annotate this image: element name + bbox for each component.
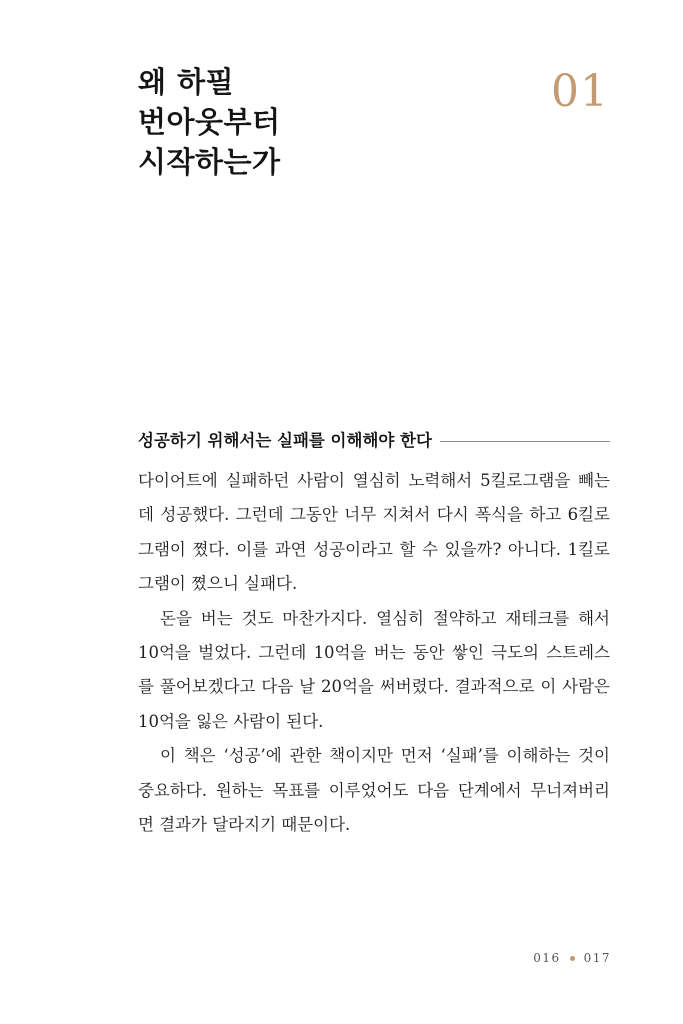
chapter-title-line: 번아웃부터 bbox=[138, 105, 281, 139]
section-rule bbox=[440, 441, 610, 442]
chapter-title-line: 시작하는가 bbox=[138, 145, 281, 179]
page-numbers bbox=[533, 948, 611, 968]
body-line: 이 책은 ‘성공’에 관한 책이지만 먼저 ‘실패’를 이해하는 것이 bbox=[160, 746, 610, 766]
section-heading bbox=[138, 426, 610, 452]
section-heading-text: 성공하기 위해서는 실패를 이해해야 한다 bbox=[138, 431, 432, 450]
body-line: 10억을 벌었다. 그런데 10억을 버는 동안 쌓인 극도의 스트레스 bbox=[138, 642, 610, 662]
body-line: 데 성공했다. 그런데 그동안 너무 지쳐서 다시 폭식을 하고 6킬로 bbox=[138, 505, 610, 525]
chapter-number: 01 bbox=[551, 66, 609, 117]
left-page-number: 016 bbox=[533, 951, 561, 965]
chapter-title bbox=[138, 62, 468, 182]
body-text bbox=[138, 464, 610, 842]
body-line: 돈을 버는 것도 마찬가지다. 열심히 절약하고 재테크를 해서 bbox=[160, 608, 610, 628]
body-line: 를 풀어보겠다고 다음 날 20억을 써버렸다. 결과적으로 이 사람은 bbox=[138, 677, 610, 697]
body-line: 중요하다. 원하는 목표를 이루었어도 다음 단계에서 무너져버리 bbox=[138, 780, 610, 800]
body-line: 다이어트에 실패하던 사람이 열심히 노력해서 5킬로그램을 빼는 bbox=[138, 471, 610, 490]
body-line: 그램이 쪘다. 이를 과연 성공이라고 할 수 있을까? 아니다. 1킬로 bbox=[138, 539, 610, 559]
body-line: 그램이 쪘으니 실패다. bbox=[138, 574, 298, 594]
chapter-title-line: 왜 하필 bbox=[138, 65, 235, 99]
body-line: 면 결과가 달라지기 때문이다. bbox=[138, 814, 351, 834]
body-line: 10억을 잃은 사람이 된다. bbox=[138, 711, 324, 731]
page-separator-dot bbox=[570, 956, 575, 961]
right-page-number: 017 bbox=[583, 951, 611, 965]
